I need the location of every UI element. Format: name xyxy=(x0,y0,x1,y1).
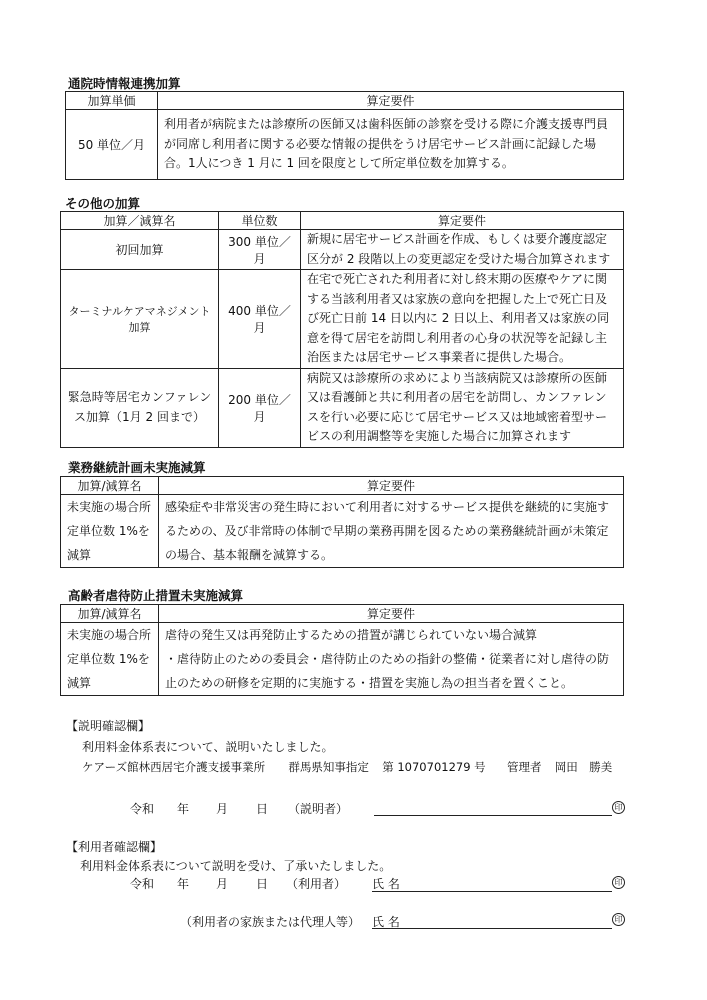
name-label: 氏 名 xyxy=(372,877,400,891)
col-header-requirements: 算定要件 xyxy=(159,477,624,495)
cell-name: 未実施の場合所定単位数 1%を減算 xyxy=(61,495,159,568)
user-statement: 利用料金体系表について説明を受け、了承いたしました。 xyxy=(80,859,392,873)
table-abuse-prevention xyxy=(60,604,624,696)
col-header-units: 単位数 xyxy=(219,212,301,230)
cell-requirement: 利用者が病院または診療所の医師又は歯科医師の診察を受ける際に介護支援専門員が同席し利用者に関する必要な情報の提供をうけ居宅サービス計画に記録した場合。1人につき 1 月に 1 回を限度として所定単位数を加算する。 xyxy=(158,110,624,180)
designation-number: 第 1070701279 号 xyxy=(382,760,486,774)
table-bcp xyxy=(60,476,624,568)
col-header-name: 加算/減算名 xyxy=(61,477,159,495)
year-label: 年 xyxy=(177,877,190,891)
table-row-unit: 200 単位／月 xyxy=(219,368,301,447)
era-label: 令和 xyxy=(130,802,155,816)
table-row-name: ターミナルケアマネジメント加算 xyxy=(61,270,219,369)
office-name: ケアーズ館林西居宅介護支援事業所 xyxy=(82,760,266,774)
user-signature-line[interactable] xyxy=(372,891,612,892)
table-row-unit: 400 単位／月 xyxy=(219,270,301,369)
month-label: 月 xyxy=(216,877,229,891)
explainer-label: （説明者） xyxy=(288,802,349,816)
day-label: 日 xyxy=(256,877,269,891)
table-tsuin xyxy=(65,91,624,180)
confirm-heading: 【説明確認欄】 xyxy=(66,719,151,733)
table-row-name: 緊急時等居宅カンファレンス加算（1月 2 回まで） xyxy=(61,368,219,447)
cell-name: 未実施の場合所定単位数 1%を減算 xyxy=(61,623,159,696)
user-label: （利用者） xyxy=(286,877,347,891)
requirement-line: 虐待の発生又は再発防止するための措置が講じられていない場合減算 xyxy=(165,628,538,642)
table-row-requirement: 在宅で死亡された利用者に対し終末期の医療やケアに関する当該利用者又は家族の意向を把握した上で死亡日及び死亡日前 14 日以内に 2 日以上、利用者又は家族の同意を得て居宅を訪問し利用者の心身の状況等を記録し主治医または居宅サービス事業者に提供した場合。 xyxy=(301,270,624,369)
requirement-line: ・虐待防止のための委員会・虐待防止のための指針の整備・従業者に対し虐待の防止のための研修を定期的に実施する・措置を実施し為の担当者を置くこと。 xyxy=(165,652,610,690)
section-title-4: 高齢者虐待防止措置未実施減算 xyxy=(68,588,244,603)
col-header-requirements: 算定要件 xyxy=(159,605,624,623)
col-header-requirements: 算定要件 xyxy=(301,212,624,230)
col-header-unit-price: 加算単価 xyxy=(66,92,158,110)
name-label: 氏 名 xyxy=(372,915,400,929)
table-row-requirement: 病院又は診療所の求めにより当該病院又は診療所の医師又は看護師と共に利用者の居宅を訪問し、カンファレンスを行い必要に応じて居宅サービス又は地域密着型サービスの利用調整等を実施した場合に加算されます xyxy=(301,368,624,447)
seal-mark: 印 xyxy=(612,801,625,814)
section-title-3: 業務継続計画未実施減算 xyxy=(68,460,206,475)
explainer-signature-line[interactable] xyxy=(374,815,612,816)
family-label: （利用者の家族または代理人等） xyxy=(180,915,361,929)
table-row-unit: 300 単位／月 xyxy=(219,230,301,270)
col-header-name: 加算／減算名 xyxy=(61,212,219,230)
col-header-requirements: 算定要件 xyxy=(158,92,624,110)
seal-mark: 印 xyxy=(612,876,625,889)
era-label: 令和 xyxy=(130,877,155,891)
day-label: 日 xyxy=(256,802,269,816)
confirm-statement: 利用料金体系表について、説明いたしました。 xyxy=(82,740,334,754)
month-label: 月 xyxy=(216,802,229,816)
manager-name: 岡田 勝美 xyxy=(554,760,613,774)
section-title-2: その他の加算 xyxy=(65,196,141,211)
cell-requirement: 感染症や非常災害の発生時において利用者に対するサービス提供を継続的に実施するための、及び非常時の体制で早期の業務再開を図るための業務継続計画が未策定の場合、基本報酬を減算する。 xyxy=(159,495,624,568)
table-row-name: 初回加算 xyxy=(61,230,219,270)
manager-label: 管理者 xyxy=(507,760,542,774)
table-row-requirement: 新規に居宅サービス計画を作成、もしくは要介護度認定区分が 2 段階以上の変更認定を受けた場合加算されます xyxy=(301,230,624,270)
col-header-name: 加算/減算名 xyxy=(61,605,159,623)
section-title-1: 通院時情報連携加算 xyxy=(68,76,181,91)
seal-mark: 印 xyxy=(612,913,625,926)
designation: 群馬県知事指定 xyxy=(288,760,369,774)
table-other-additions xyxy=(60,211,624,448)
family-signature-line[interactable] xyxy=(372,928,612,929)
cell-unit: 50 単位／月 xyxy=(66,110,158,180)
user-heading: 【利用者確認欄】 xyxy=(66,840,163,854)
cell-requirement xyxy=(159,623,624,696)
year-label: 年 xyxy=(177,802,190,816)
office-line xyxy=(82,759,612,775)
